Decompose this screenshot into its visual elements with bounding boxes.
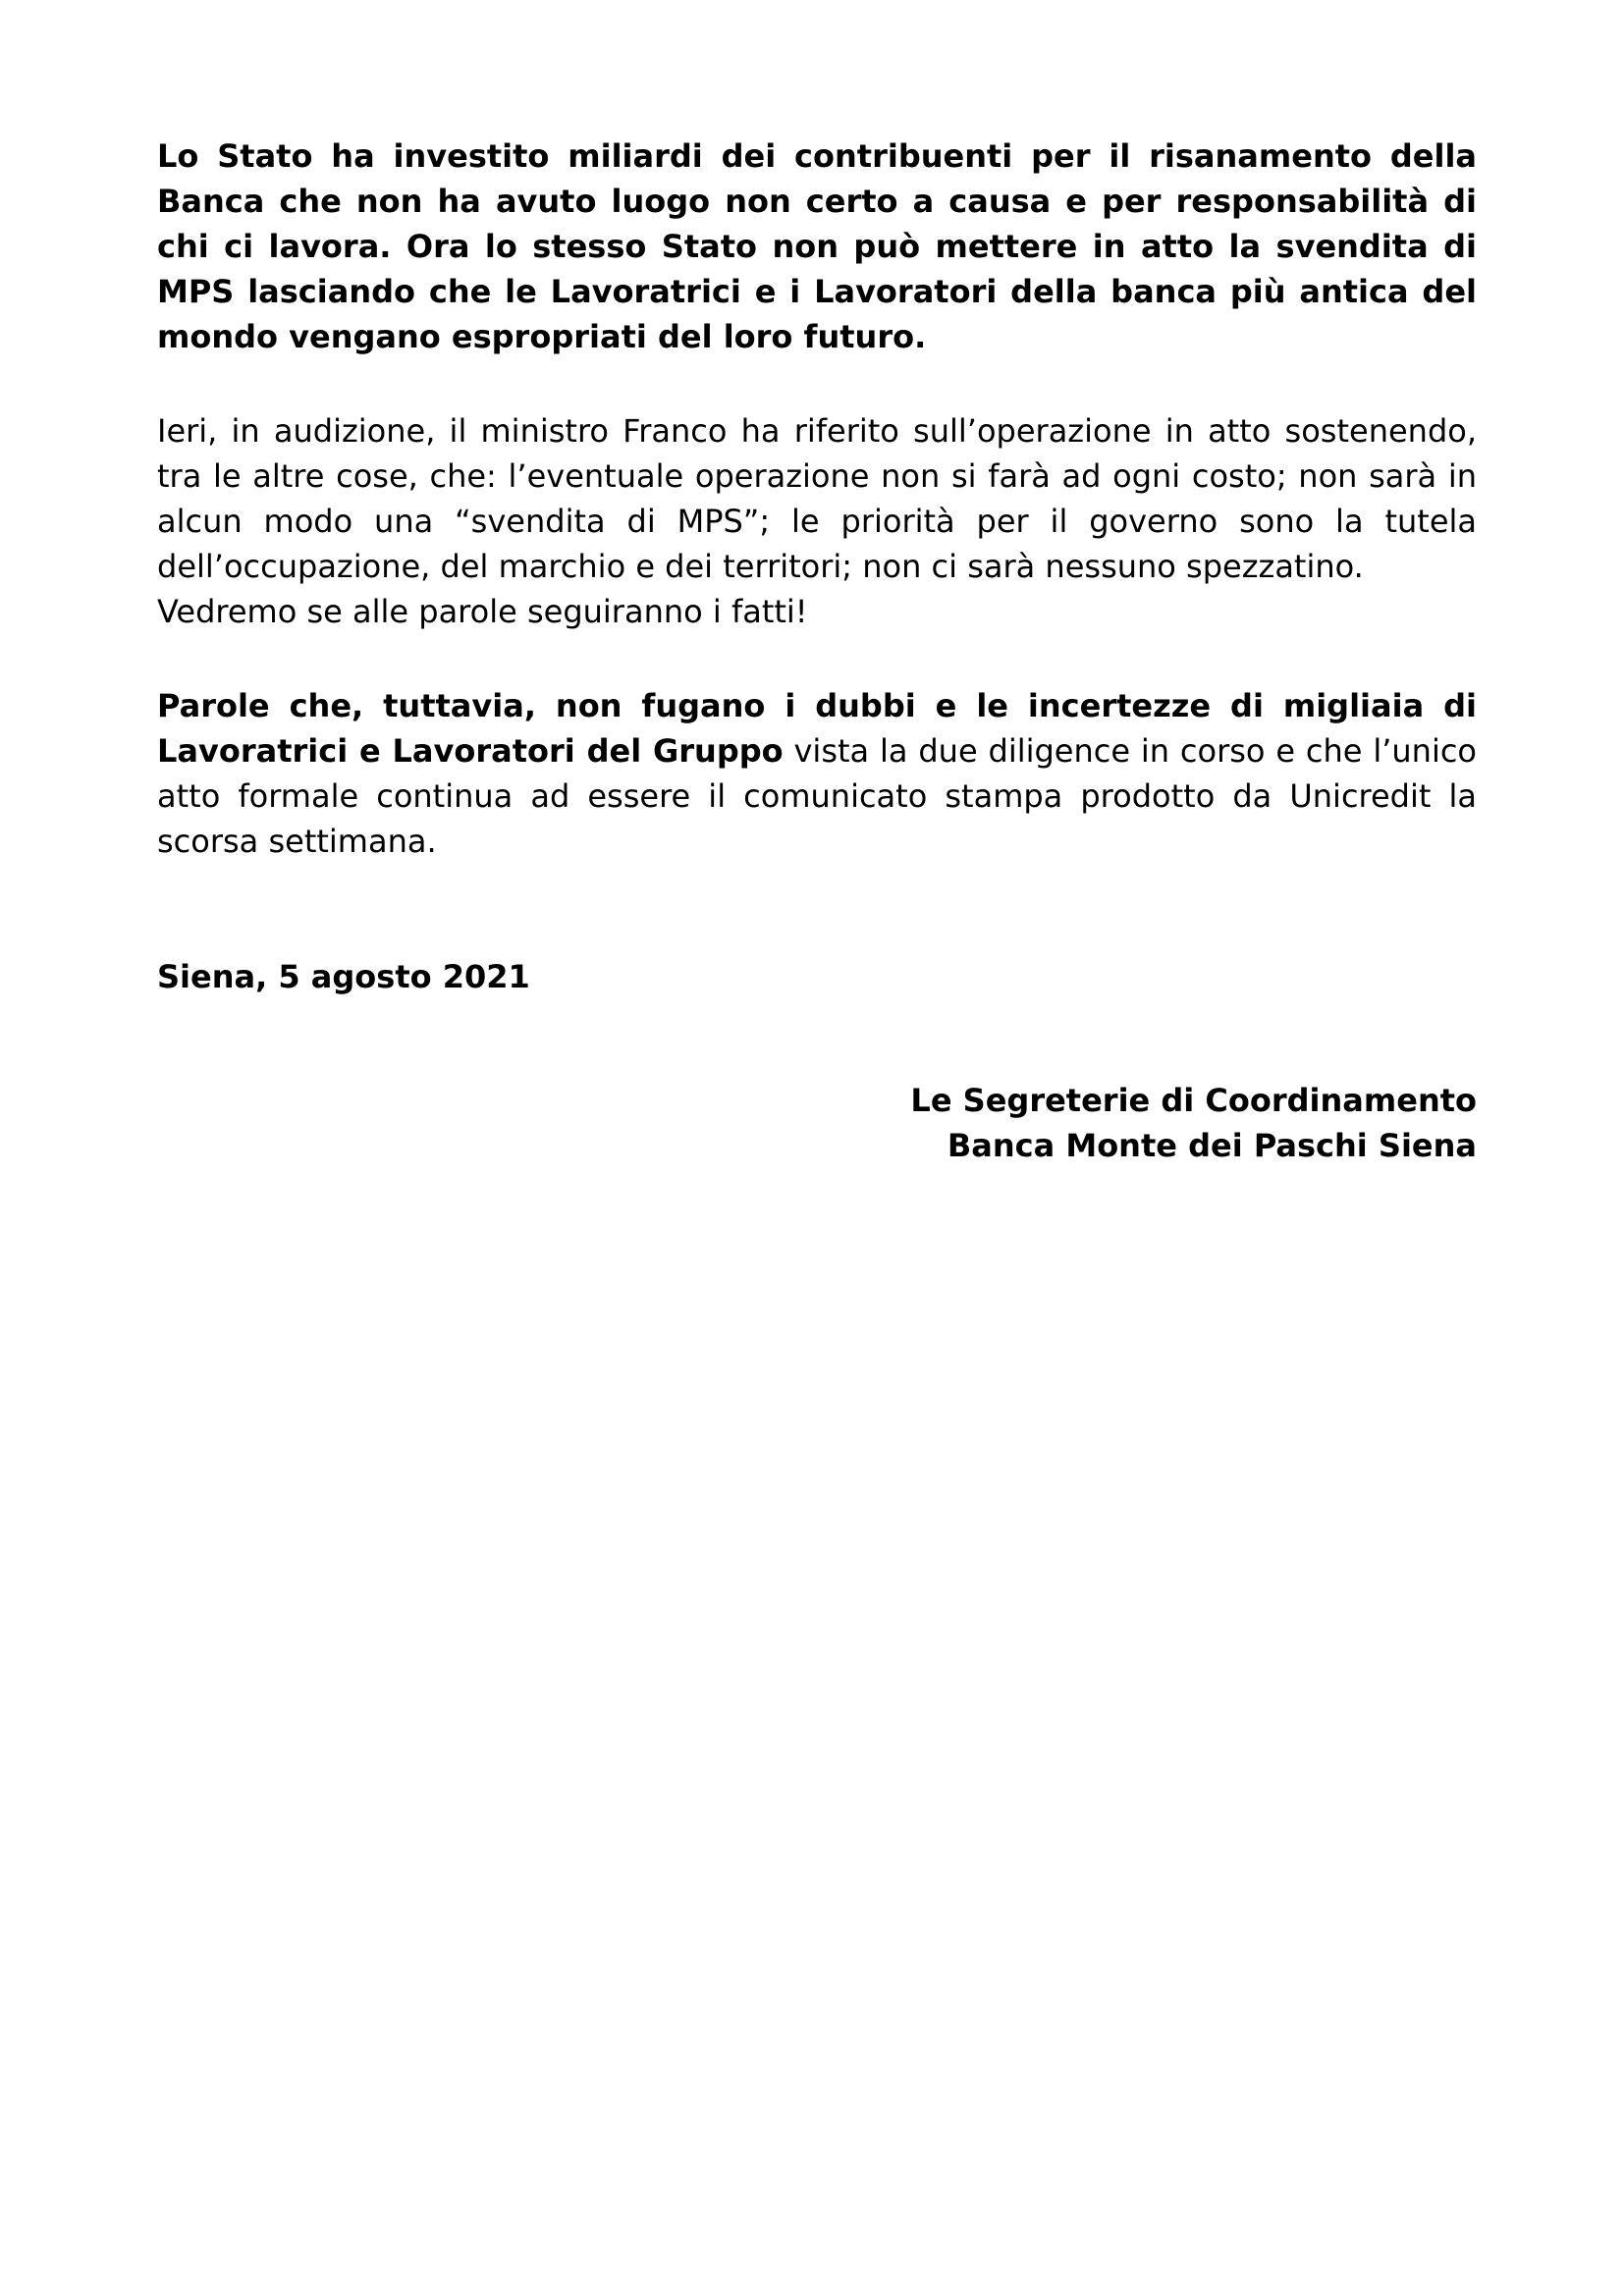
paragraph-3-rest: vista la due diligence in corso e che l’unico atto formale continua ad essere il comunicato stampa prodotto da Unicredit la scorsa settimana. (157, 732, 1478, 860)
signature-block (910, 1078, 1477, 1168)
paragraph-2-text: Ieri, in audizione, il ministro Franco ha riferito sull’operazione in atto sostenendo, tra le altre cose, che: l’eventuale operazione non si farà ad ogni costo; non sarà in alcun modo una “svendita di MPS”; le priorità per il governo sono la tutela dell’occupazione, del marchio e dei territori; non ci sarà nessuno spezzatino. (157, 412, 1477, 585)
paragraph-2 (157, 408, 1477, 634)
paragraph-1 (157, 133, 1477, 359)
paragraph-3 (157, 683, 1477, 864)
paragraph-2-end: Vedremo se alle parole seguiranno i fatti! (157, 593, 808, 630)
date-line: Siena, 5 agosto 2021 (157, 958, 530, 995)
paragraph-3-bold: Parole che, tuttavia, non fugano i dubbi e le incertezze di migliaia di Lavoratrici e Lavoratori del Gruppo (157, 687, 1477, 770)
signature-line-2: Banca Monte dei Paschi Siena (947, 1127, 1477, 1164)
paragraph-1-text: Lo Stato ha investito miliardi dei contribuenti per il risanamento della Banca che non ha avuto luogo non certo a causa e per responsabilità di chi ci lavora. Ora lo stesso Stato non può mettere in atto la svendita di MPS lasciando che le Lavoratrici e i Lavoratori della banca più antica del mondo vengano espropriati del loro futuro. (157, 137, 1477, 355)
signature-line-1: Le Segreterie di Coordinamento (910, 1082, 1477, 1119)
